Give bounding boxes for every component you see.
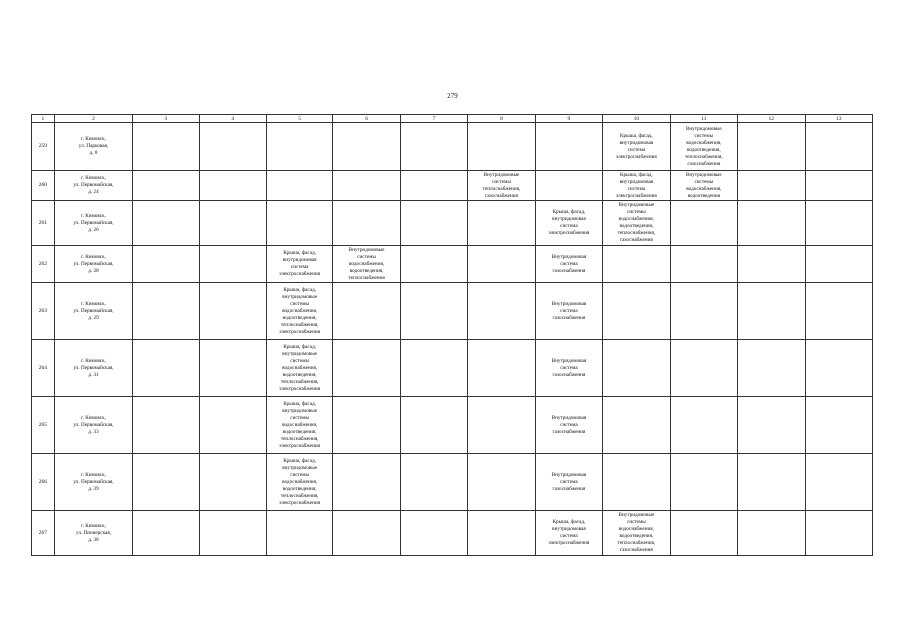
cell-line: внутридомовые xyxy=(282,293,318,300)
work-cell-col-12 xyxy=(738,511,805,556)
work-cell-col-5 xyxy=(266,283,332,340)
cell-line: ул. Первомайская, xyxy=(73,421,114,428)
cell-line: Внутридомовые xyxy=(348,246,385,253)
cell-line: г. Кимовск, xyxy=(81,253,106,260)
cell-line: ул. Первомайская, xyxy=(73,219,114,226)
work-cell-col-4 xyxy=(199,171,266,201)
work-cell-col-12 xyxy=(738,171,805,201)
cell-line: системы xyxy=(357,253,376,260)
cell-line: электроснабжения xyxy=(279,328,321,335)
work-cell-col-11 xyxy=(670,246,737,283)
cell-line: д. 26 xyxy=(88,226,99,233)
cell-line: система xyxy=(560,307,578,314)
cell-line: электроснабжения xyxy=(548,540,590,546)
work-cell-col-11 xyxy=(670,511,737,556)
work-cell-col-11 xyxy=(670,123,737,171)
cell-line: г. Кимовск, xyxy=(81,414,106,421)
address-cell xyxy=(54,283,132,340)
cell-line: Внутридомовая xyxy=(551,414,587,421)
work-cell-col-10 xyxy=(603,283,670,340)
cell-line: внутридомовая xyxy=(619,139,654,146)
table-body xyxy=(32,115,873,556)
cell-line: д. 31 xyxy=(88,371,99,378)
cell-line: водоснабжения, xyxy=(282,478,318,485)
repair-schedule-table xyxy=(31,114,873,556)
address-cell xyxy=(54,511,132,556)
cell-line: внутридомовая xyxy=(552,526,586,532)
cell-line: Крыша, фасад, xyxy=(283,250,317,256)
cell-line: газоснабжения xyxy=(552,267,586,274)
cell-line: Крыша, фасад, xyxy=(620,171,653,178)
work-cell-col-13 xyxy=(805,454,872,511)
cell-line: г. Кимовск, xyxy=(81,136,106,142)
work-cell-col-7 xyxy=(400,454,467,511)
cell-line: теплоснабжения xyxy=(348,274,385,281)
cell-line: внутридомовые xyxy=(282,407,318,414)
work-cell-col-4 xyxy=(199,246,266,283)
cell-line: ул. Парковая, xyxy=(78,143,109,149)
work-cell-col-5 xyxy=(266,397,332,454)
cell-line: водоснабжения, xyxy=(618,526,654,532)
work-cell-col-7 xyxy=(400,123,467,171)
cell-line: системы xyxy=(290,300,310,307)
work-cell-col-10 xyxy=(603,511,670,556)
work-cell-col-9 xyxy=(535,397,602,454)
work-cell-col-3 xyxy=(133,283,199,340)
cell-line: д. 28 xyxy=(88,267,99,274)
work-cell-col-6 xyxy=(333,201,400,246)
work-cell-col-4 xyxy=(199,511,266,556)
cell-line: Внутридомовая xyxy=(551,253,587,260)
address-cell xyxy=(54,454,132,511)
table-row xyxy=(32,340,873,397)
work-cell-col-3 xyxy=(133,511,199,556)
address-cell xyxy=(54,123,132,171)
cell-line: системы xyxy=(627,209,646,215)
work-cell-col-11 xyxy=(670,201,737,246)
work-cell-col-3 xyxy=(133,454,199,511)
cell-line: газоснабжения xyxy=(687,160,721,167)
table-row xyxy=(32,454,873,511)
row-number: 264 xyxy=(32,340,55,397)
cell-line: системы xyxy=(290,471,310,478)
work-cell-col-5 xyxy=(266,511,332,556)
work-cell-col-13 xyxy=(805,397,872,454)
work-cell-col-7 xyxy=(400,201,467,246)
cell-line: электроснабжения xyxy=(279,385,321,392)
cell-line: г. Кимовск, xyxy=(81,175,106,181)
cell-line: электроснабжения xyxy=(615,192,657,199)
work-cell-col-8 xyxy=(468,246,535,283)
column-number: 1 xyxy=(32,115,55,123)
work-cell-col-6 xyxy=(333,397,400,454)
column-number: 10 xyxy=(603,115,670,123)
work-cell-col-13 xyxy=(805,283,872,340)
cell-line: водоотведения, xyxy=(282,314,317,321)
cell-line: система xyxy=(560,478,578,485)
cell-line: водоснабжения, xyxy=(282,307,318,314)
cell-line: система xyxy=(290,264,309,270)
cell-line: теплоснабжения, xyxy=(617,230,656,236)
cell-line: газоснабжения xyxy=(552,485,586,492)
cell-line: д. 39 xyxy=(88,485,99,492)
work-cell-col-9 xyxy=(535,511,602,556)
cell-line: ул. Первомайская, xyxy=(73,260,114,267)
work-cell-col-10 xyxy=(603,246,670,283)
cell-line: водоснабжения, xyxy=(282,421,318,428)
cell-line: теплоснабжения, xyxy=(617,540,656,546)
work-cell-col-5 xyxy=(266,171,332,201)
work-cell-col-13 xyxy=(805,511,872,556)
cell-line: система xyxy=(560,260,578,267)
work-cell-col-12 xyxy=(738,246,805,283)
cell-line: газоснабжения xyxy=(619,237,653,243)
work-cell-col-3 xyxy=(133,246,199,283)
cell-line: водоотведения, xyxy=(686,146,721,153)
work-cell-col-7 xyxy=(400,340,467,397)
work-cell-col-8 xyxy=(468,283,535,340)
cell-line: газоснабжения xyxy=(552,371,586,378)
cell-line: теплоснабжения, xyxy=(280,378,319,385)
cell-line: система xyxy=(627,146,646,153)
work-cell-col-10 xyxy=(603,171,670,201)
cell-line: д. 29 xyxy=(88,314,99,321)
work-cell-col-9 xyxy=(535,454,602,511)
cell-line: газоснабжения xyxy=(552,314,586,321)
work-cell-col-13 xyxy=(805,201,872,246)
work-cell-col-5 xyxy=(266,454,332,511)
work-cell-col-11 xyxy=(670,171,737,201)
cell-line: система xyxy=(560,421,578,428)
work-cell-col-10 xyxy=(603,123,670,171)
column-number: 4 xyxy=(199,115,266,123)
column-number: 5 xyxy=(266,115,332,123)
cell-line: водоотведения, xyxy=(619,533,654,539)
table-row xyxy=(32,283,873,340)
cell-line: водоснабжения, xyxy=(686,185,722,192)
address-cell xyxy=(54,171,132,201)
work-cell-col-4 xyxy=(199,340,266,397)
cell-line: системы xyxy=(694,132,714,139)
row-number: 266 xyxy=(32,454,55,511)
work-cell-col-4 xyxy=(199,201,266,246)
work-cell-col-6 xyxy=(333,246,400,283)
work-cell-col-8 xyxy=(468,397,535,454)
column-number: 7 xyxy=(400,115,467,123)
table-row xyxy=(32,397,873,454)
cell-line: ул. Первомайская, xyxy=(73,182,114,188)
column-number-row xyxy=(32,115,873,123)
cell-line: теплоснабжения, xyxy=(280,321,319,328)
row-number: 267 xyxy=(32,511,55,556)
cell-line: ул. Первомайская, xyxy=(73,307,114,314)
work-cell-col-3 xyxy=(133,397,199,454)
work-cell-col-8 xyxy=(468,123,535,171)
cell-line: Внутридомовые xyxy=(618,512,655,518)
cell-line: д. 8 xyxy=(89,150,98,156)
cell-line: внутридомовые xyxy=(282,350,318,357)
cell-line: д. 33 xyxy=(88,428,99,435)
cell-line: д. 38 xyxy=(88,536,99,543)
cell-line: водоотведения, xyxy=(282,485,317,492)
cell-line: внутридомовая xyxy=(552,216,586,222)
work-cell-col-8 xyxy=(468,340,535,397)
address-cell xyxy=(54,397,132,454)
work-cell-col-8 xyxy=(468,511,535,556)
work-cell-col-9 xyxy=(535,201,602,246)
cell-line: водоотведения, xyxy=(619,223,654,229)
column-number: 2 xyxy=(54,115,132,123)
work-cell-col-8 xyxy=(468,171,535,201)
work-cell-col-10 xyxy=(603,397,670,454)
cell-line: Внутридомовые xyxy=(618,202,655,208)
work-cell-col-11 xyxy=(670,454,737,511)
work-cell-col-12 xyxy=(738,340,805,397)
work-cell-col-5 xyxy=(266,201,332,246)
work-cell-col-6 xyxy=(333,340,400,397)
cell-line: системы xyxy=(290,414,310,421)
work-cell-col-4 xyxy=(199,454,266,511)
work-cell-col-11 xyxy=(670,397,737,454)
cell-line: водоснабжения, xyxy=(282,364,318,371)
cell-line: Крыша, фасад, xyxy=(283,286,317,293)
address-cell xyxy=(54,340,132,397)
work-cell-col-5 xyxy=(266,340,332,397)
cell-line: газоснабжения xyxy=(485,192,518,199)
cell-line: электроснабжения xyxy=(548,230,590,236)
work-cell-col-11 xyxy=(670,283,737,340)
work-cell-col-5 xyxy=(266,123,332,171)
work-cell-col-12 xyxy=(738,123,805,171)
work-cell-col-10 xyxy=(603,201,670,246)
work-cell-col-4 xyxy=(199,283,266,340)
work-cell-col-13 xyxy=(805,246,872,283)
cell-line: Крыша, фасад, xyxy=(283,343,317,350)
work-cell-col-12 xyxy=(738,201,805,246)
cell-line: электроснабжения xyxy=(279,499,321,506)
work-cell-col-6 xyxy=(333,171,400,201)
cell-line: системы xyxy=(290,357,310,364)
column-number: 6 xyxy=(333,115,400,123)
work-cell-col-3 xyxy=(133,171,199,201)
cell-line: водоснабжения, xyxy=(348,260,385,267)
cell-line: Крыша, фасад, xyxy=(620,132,653,139)
cell-line: электроснабжения xyxy=(279,271,321,277)
work-cell-col-12 xyxy=(738,454,805,511)
work-cell-col-10 xyxy=(603,454,670,511)
cell-line: теплоснабжения, xyxy=(280,492,319,499)
table-row xyxy=(32,171,873,201)
work-cell-col-3 xyxy=(133,123,199,171)
row-number: 259 xyxy=(32,123,55,171)
work-cell-col-4 xyxy=(199,123,266,171)
address-cell xyxy=(54,201,132,246)
cell-line: внутридомовые xyxy=(282,464,318,471)
cell-line: внутридомовая xyxy=(282,257,317,263)
cell-line: газоснабжения xyxy=(552,428,586,435)
row-number: 261 xyxy=(32,201,55,246)
work-cell-col-13 xyxy=(805,340,872,397)
column-number: 12 xyxy=(738,115,805,123)
work-cell-col-4 xyxy=(199,397,266,454)
cell-line: газоснабжения xyxy=(619,547,653,553)
work-cell-col-6 xyxy=(333,454,400,511)
cell-line: теплоснабжения, xyxy=(482,185,521,192)
cell-line: г. Кимовск, xyxy=(81,212,106,219)
row-number: 265 xyxy=(32,397,55,454)
work-cell-col-3 xyxy=(133,201,199,246)
cell-line: Крыша, фасад, xyxy=(552,519,586,525)
cell-line: водоотведения, xyxy=(349,267,384,274)
cell-line: ул. Пионерская, xyxy=(75,529,112,536)
column-number: 8 xyxy=(468,115,535,123)
cell-line: водоотведения, xyxy=(282,428,317,435)
table-row xyxy=(32,511,873,556)
cell-line: ул. Первомайская, xyxy=(73,364,114,371)
cell-line: г. Кимовск, xyxy=(81,522,106,529)
cell-line: ул. Первомайская, xyxy=(73,478,114,485)
cell-line: система xyxy=(627,185,646,192)
cell-line: г. Кимовск, xyxy=(81,300,106,307)
row-number: 263 xyxy=(32,283,55,340)
cell-line: Крыша, фасад, xyxy=(283,457,317,464)
work-cell-col-9 xyxy=(535,340,602,397)
work-cell-col-6 xyxy=(333,511,400,556)
work-cell-col-7 xyxy=(400,171,467,201)
work-cell-col-9 xyxy=(535,123,602,171)
cell-line: электроснабжения xyxy=(279,442,321,449)
column-number: 13 xyxy=(805,115,872,123)
column-number: 11 xyxy=(670,115,737,123)
cell-line: теплоснабжения, xyxy=(280,435,319,442)
cell-line: водоотведения, xyxy=(282,371,317,378)
work-cell-col-13 xyxy=(805,123,872,171)
cell-line: Внутридомовая xyxy=(551,300,587,307)
cell-line: электроснабжения xyxy=(615,153,657,160)
table-row xyxy=(32,201,873,246)
cell-line: система xyxy=(560,364,578,371)
cell-line: Внутридомовые xyxy=(483,171,520,178)
work-cell-col-7 xyxy=(400,511,467,556)
table-row xyxy=(32,123,873,171)
page-number: 279 xyxy=(447,92,458,100)
cell-line: системы xyxy=(492,178,511,185)
cell-line: системы xyxy=(627,519,646,525)
work-cell-col-7 xyxy=(400,246,467,283)
cell-line: теплоснабжения, xyxy=(685,153,723,160)
work-cell-col-8 xyxy=(468,454,535,511)
work-cell-col-10 xyxy=(603,340,670,397)
cell-line: водоснабжения, xyxy=(686,139,722,146)
work-cell-col-12 xyxy=(738,283,805,340)
cell-line: г. Кимовск, xyxy=(81,471,106,478)
address-cell xyxy=(54,246,132,283)
cell-line: водоснабжения, xyxy=(618,216,654,222)
cell-line: Крыша, фасад, xyxy=(283,400,317,407)
work-cell-col-9 xyxy=(535,283,602,340)
column-number: 9 xyxy=(535,115,602,123)
work-cell-col-3 xyxy=(133,340,199,397)
table-row xyxy=(32,246,873,283)
cell-line: система xyxy=(560,223,578,229)
work-cell-col-13 xyxy=(805,171,872,201)
work-cell-col-7 xyxy=(400,397,467,454)
work-cell-col-12 xyxy=(738,397,805,454)
row-number: 262 xyxy=(32,246,55,283)
work-cell-col-6 xyxy=(333,283,400,340)
work-cell-col-6 xyxy=(333,123,400,171)
cell-line: Крыша, фасад, xyxy=(552,209,586,215)
work-cell-col-5 xyxy=(266,246,332,283)
work-cell-col-11 xyxy=(670,340,737,397)
cell-line: д. 24 xyxy=(88,189,99,195)
cell-line: Внутридомовая xyxy=(551,471,587,478)
cell-line: система xyxy=(560,533,578,539)
cell-line: системы xyxy=(694,178,714,185)
cell-line: Внутридомовая xyxy=(551,357,587,364)
cell-line: внутридомовая xyxy=(619,178,654,185)
cell-line: Внутридомовые xyxy=(685,171,722,178)
column-number: 3 xyxy=(133,115,199,123)
work-cell-col-9 xyxy=(535,171,602,201)
work-cell-col-8 xyxy=(468,201,535,246)
work-cell-col-7 xyxy=(400,283,467,340)
cell-line: водоотведения xyxy=(687,192,721,199)
row-number: 260 xyxy=(32,171,55,201)
cell-line: Внутридомовые xyxy=(685,125,722,132)
cell-line: г. Кимовск, xyxy=(81,357,106,364)
work-cell-col-9 xyxy=(535,246,602,283)
